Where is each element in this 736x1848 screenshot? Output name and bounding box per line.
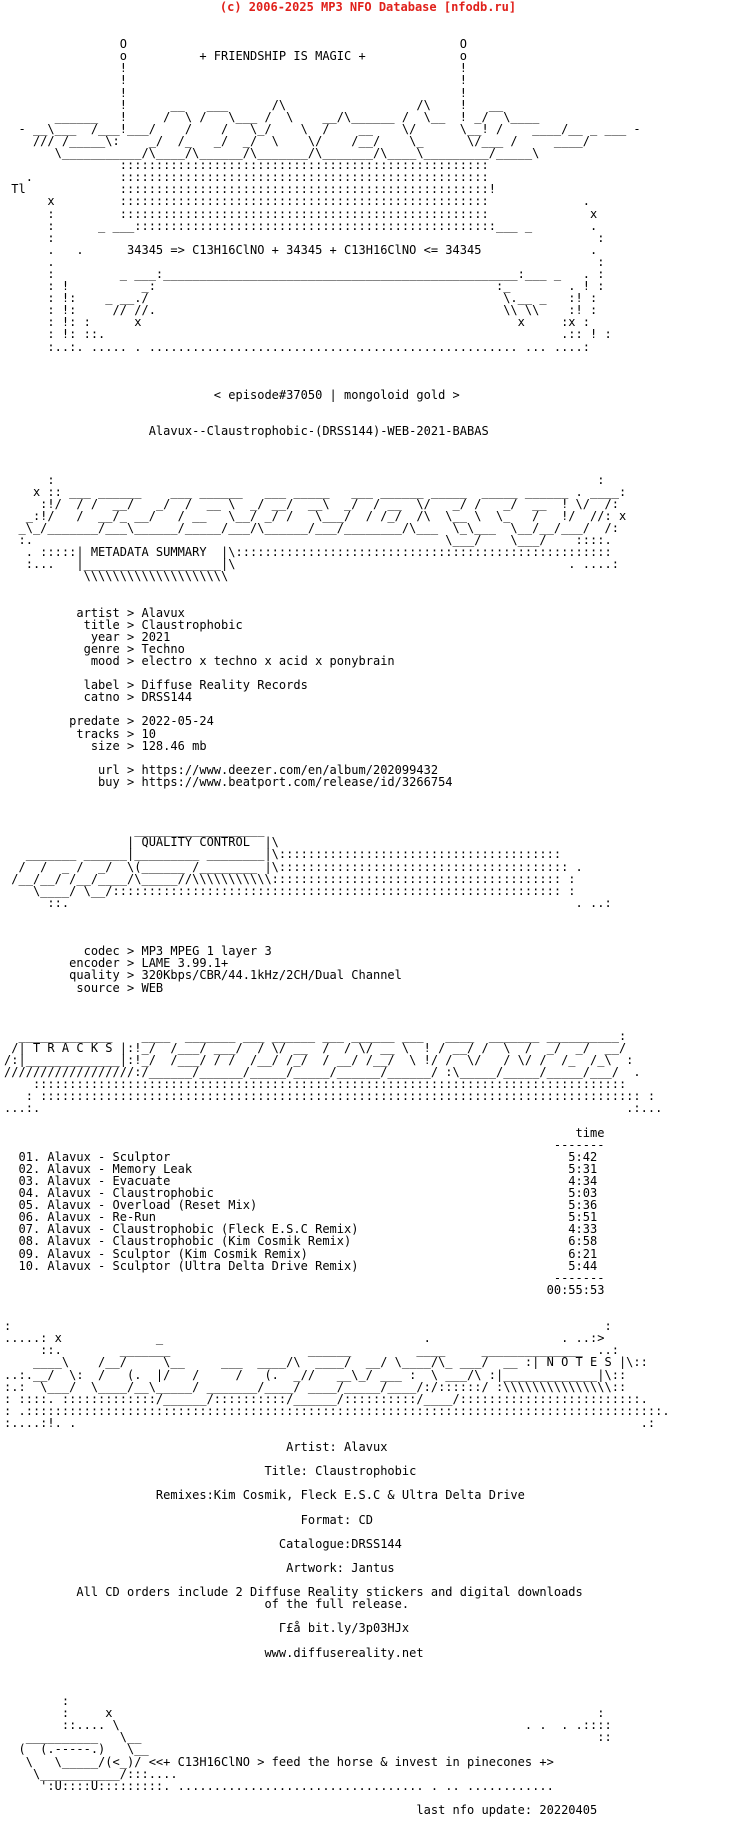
nfo-ascii-text: O O o + FRIENDSHIP IS MAGIC + o ! ! ! ! ! ! ! __ ___ /\ /\ ! __ ______ ! / \ / \___ / \ __/\______ / \__ ! _/ \____ - __\___ /___!___/ / / \_/ \ / __ \/ \__! / ____/__ _ ___ - /// /_____\: _/ /_ _/ _/ \ \/ /__/ \_ \/___ / ____/ \___________/\____/\______/\_______/\_______/\____\_________/_____\ ::::::::::::::::::::::::::::::::::::::::::::::::::: . ::::::::::::::::::::::::::::::::::::::::::::::::::: Tl :::::::::::::::::::::::::::::::::::::::::::::::::::! x ::::::::::::::::::::::::::::::::::::::::::::::::::: . : ::::::::::::::::::::::::::::::::::::::::::::::::::: x : _ ___::::::::::::::::::::::::::::::::::::::::::::::::::___ _ . : : . . 34345 => C13H16ClNO + 34345 + C13H16ClNO <= 34345 . . : : _ ___:_________________________________________________:___ _ . : : ! _: :_ . ! : : !: _ __./ \.__ _ :! : : !: // //. \\ \\ :! : : !: : x x :x : : !: ::. .:: ! : :..:. ..... . ................................................... ... ....: < episode#37050 | mongoloid gold > Alavux--Claustrophobic-(DRSS144)-WEB-2021-BABAS : : x :: ___ ______ ___ ______ ___ _____ ___ ______ _____ _____ ______ . ____: :!/ / / __/ _/ / __ \ _/ __/ __\ _/ / __ \/ _/ / _/ __ ! \/ /: _:!/ / __/_ __/ / __ \__/ _/ / \___/ / /_/ /\ \__ \ \_ / !/ //: x _\_/_______/___\______/_____/___/\______/___/________/\___ \_\___ \__/__/___/ /: :. \___/ \___/ ::::. . :::::| METADATA SUMMARY |\:::::::::::::::::::::::::::::::::::::::::::::::::::: :... |___________________|\ . ....: \\\\\\\\\\\\\\\\\\\\ artist > Alavux title > Claustrophobic year > 2021 genre > Techno mood > electro x techno x acid x ponybrain label > Diffuse Reality Records catno > DRSS144 predate > 2022-05-24 tracks > 10 size > 128.46 mb url > https://www.deezer.com/en/album/202099432 buy > https://www.beatport.com/release/id/3266754 __________________ | QUALITY CONTROL |\ _______ ______|_________ ________|\::::::::::::::::::::::::::::::::::::::: / / _ / _/ \(______ /________ |\:::::::::::::::::::::::::::::::::::::::: . /__/__/ /__/____/\_____//\\\\\\\\\\\:::::::::::::::::::::::::::::::::::::::: : \____/ \__/:::::::::::::::::::::::::::::::::::::::::::::::::::::::::::::: : ::. . ..: codec > MP3 MPEG 1 layer 3 encoder > LAME 3.99.1+ quality > 320Kbps/CBR/44.1kHz/2CH/Dual Channel source > WEB _____________ ____ _______ ___ ______ ___ ______ ___ ____ _______ __________: /| T R A C K S |:!_/ /___/ ___/ / \/ __ / / \/ __ \ ! / __/ / \ / _/ _/ __/ /:|_____________|:!_/ /___/ / / /__/ /_/ / __/ /__/ \ !/ / \/ / \/ / /_ /_\ : //////////////////:/______/______/_____/_____/______/______/ :\_____/_____/_____/___/ . :::::::::::::::::::::::::::::::::::::::::::::::::::::::::::::::::::::::::::::::::: : ::::::::::::::::::::::::::::::::::::::::::::::::::::::::::::::::::::::::::::::::::: : ...:. .:... time ------- 01. Alavux - Sculptor 5:42 02. Alavux - Memory Leak 5:31 03. Alavux - Evacuate 4:34 04. Alavux - Claustrophobic 5:03 05. Alavux - Overload (Reset Mix) 5:36 06. Alavux - Re-Run 5:51 07. Alavux - Claustrophobic (Fleck E.S.C Remix) 4:33 08. Alavux - Claustrophobic (Kim Cosmik Remix) 6:58 09. Alavux - Sculptor (Kim Cosmik Remix) 6:21 10. Alavux - Sculptor (Ultra Delta Drive Remix) 5:44 ------- 00:55:53 : : .....: x _ . . ..:> ::. _______ ______ ____ ______________ ..: ____\ /__/ \__ ___ ____/\ ____/ __/ \____/\_ ___/ __ :| N O T E S |\:: ..:.__/ \: / (. |/ / / (. _// __\_/ ___ : \ ___/\ :|_____________|\:: :.: \___/ \____/__\_____/ _______/____/ ____/_____/____/:/::::::/ :\\\\\\\\\\\\\\\:: : ::::. :::::::::::::/______/::::::::::/______/::::::::::/____/:::::::::::::::::::::::::. : .::::::::::::::::::::::::::::::::::::::::::::::::::::::::::::::::::::::::::::::::::::::::. :....:!. . .: Artist: Alavux Title: Claustrophobic Remixes:Kim Cosmik, Fleck E.S.C & Ultra Delta Drive Format: CD Catalogue:DRSS144 Artwork: Jantus All CD orders include 2 Diffuse Reality stickers and digital downloads of the full release. Γ£å bit.ly/3p03HJx www.diffusereality.net : : x : ::.... \ . . . .:::: __________ \__ :: ( (.-----.) \__ \ \_____/(<_)/ <<+ C13H16ClNO > feed the horse & invest in pinecones +> \___________/:::.... ':U::::U:::::::::. .................................. . .. ............ last nfo update: 20220405 xyxy=(4,37,670,1817)
site-copyright-header: (c) 2006-2025 MP3 NFO Database [nfodb.ru] xyxy=(219,0,517,14)
